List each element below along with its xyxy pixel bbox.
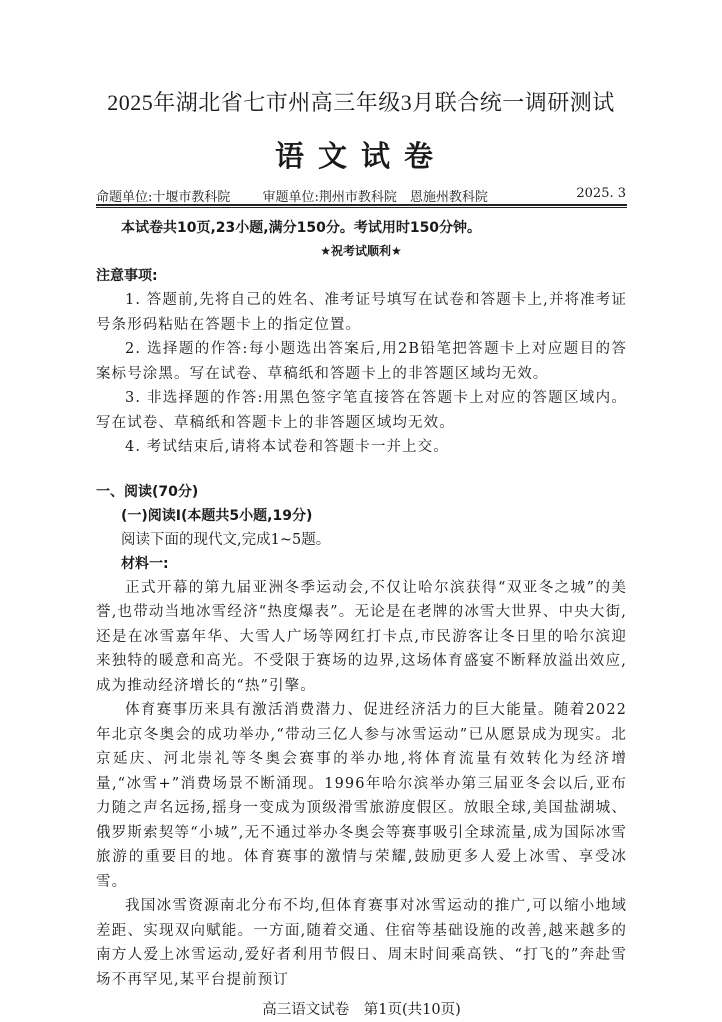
- section-heading: 一、阅读(70分): [96, 483, 199, 500]
- notes-list: [96, 288, 627, 460]
- reviewer-unit: 审题单位:荆州市教科院 恩施州教科院: [262, 190, 488, 205]
- note-item: 2. 选择题的作答:每小题选出答案后,用2B铅笔把答题卡上对应题目的答案标号涂黑。写在试卷、草稿纸和答题卡上的非答题区域均无效。: [96, 341, 627, 382]
- exam-title: 2025年湖北省七市州高三年级3月联合统一调研测试: [107, 90, 615, 115]
- page-footer: 高三语文试卷 第1页(共10页): [262, 1002, 461, 1018]
- notes-heading: 注意事项:: [96, 268, 158, 284]
- subject-title: 语文试卷: [274, 139, 447, 173]
- note-item: 1. 答题前,先将自己的姓名、准考证号填写在试卷和答题卡上,并将准考证号条形码粘贴在答题卡上的指定位置。: [96, 292, 627, 333]
- note-item: 4. 考试结束后,请将本试卷和答题卡一并上交。: [125, 439, 449, 455]
- reading-instruction: 阅读下面的现代文,完成1~5题。: [121, 531, 331, 548]
- material-label: 材料一:: [121, 555, 169, 572]
- passage-paragraph: 体育赛事历来具有激活消费潜力、促进经济活力的巨大能量。随着2022年北京冬奥会的成功举办,“带动三亿人参与冰雪运动”已从愿景成为现实。北京延庆、河北崇礼等冬奥会赛事的举办地,将体育流量有效转化为经济增量,“冰雪+”消费场景不断涌现。1996年哈尔滨举办第三届亚冬会以后,亚布力随之声名远扬,摇身一变成为顶级滑雪旅游度假区。放眼全球,美国盐湖城、俄罗斯索契等“小城”,无不通过举办冬奥会等赛事吸引全球流量,成为国际冰雪旅游的重要目的地。体育赛事的激情与荣耀,鼓励更多人爱上冰雪、享受冰雪。: [96, 702, 628, 890]
- passage-paragraph: 正式开幕的第九届亚洲冬季运动会,不仅让哈尔滨获得“双亚冬之城”的美誉,也带动当地冰雪经济“热度爆表”。无论是在老牌的冰雪大世界、中央大街,还是在冰雪嘉年华、大雪人广场等网红打卡点,市民游客让冬日里的哈尔滨迎来独特的暖意和高光。不受限于赛场的边界,这场体育盛宴不断释放溢出效应,成为推动经济增长的“热”引擎。: [96, 579, 627, 694]
- header-divider: [96, 204, 627, 208]
- subsection-heading: (一)阅读Ⅰ(本题共5小题,19分): [121, 507, 313, 524]
- reading-passage: [96, 576, 627, 993]
- setter-unit: 命题单位:十堰市教科院: [96, 190, 231, 205]
- exam-info: 本试卷共10页,23小题,满分150分。考试用时150分钟。: [121, 220, 482, 236]
- page-body: [96, 264, 627, 1022]
- note-item: 3. 非选择题的作答:用黑色签字笔直接答在答题卡上对应的答题区域内。写在试卷、草稿纸和答题卡上的非答题区域均无效。: [96, 390, 627, 431]
- exam-date: 2025. 3: [576, 186, 626, 201]
- passage-paragraph: 我国冰雪资源南北分布不均,但体育赛事对冰雪运动的推广,可以缩小地域差距、实现双向赋能。一方面,随着交通、住宿等基础设施的改善,越来越多的南方人爱上冰雪运动,爱好者利用节假日、周末时间乘高铁、“打飞的”奔赴雪场不再罕见,某平台提前预订: [96, 898, 627, 988]
- exam-meta-row: [96, 186, 626, 205]
- good-luck-line: ★祝考试顺利★: [320, 244, 402, 258]
